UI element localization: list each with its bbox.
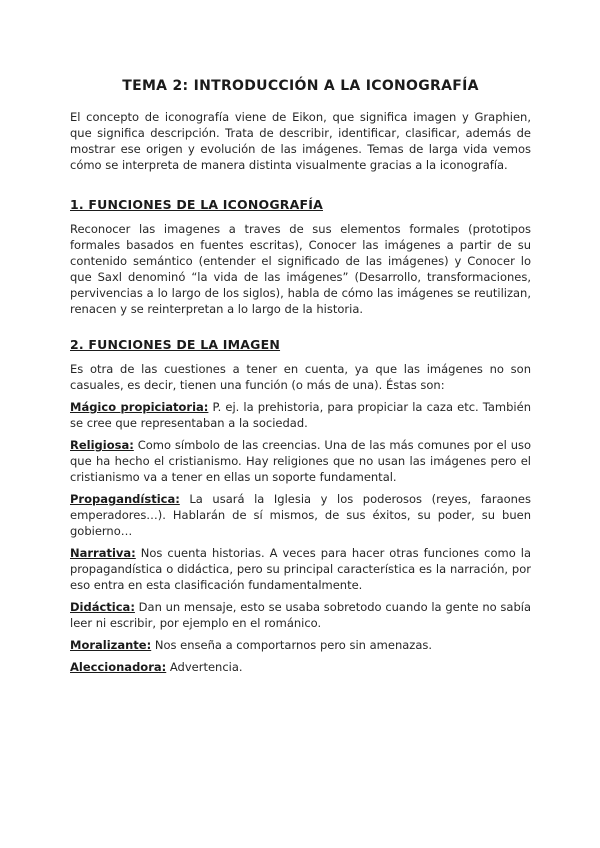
function-text: Como símbolo de las creencias. Una de las más comunes por el uso que ha hecho el cristianismo. Hay religiones que no usan las imágenes pero el cristianismo va a tener en ellas un soporte fundamental. (70, 438, 532, 484)
function-term: Didáctica: (70, 600, 135, 614)
function-item-propagandistica (70, 491, 531, 539)
function-text: Nos enseña a comportarnos pero sin amenazas. (154, 638, 433, 652)
function-term: Aleccionadora: (70, 660, 167, 674)
function-item-moralizante (70, 637, 531, 653)
function-item-religiosa (70, 437, 531, 485)
function-term: Propagandística: (70, 492, 180, 506)
function-term: Moralizante: (70, 638, 152, 652)
section-2-heading: 2. FUNCIONES DE LA IMAGEN (70, 337, 281, 352)
function-item-narrativa (70, 545, 531, 593)
section-2-intro: Es otra de las cuestiones a tener en cuenta, ya que las imágenes no son casuales, es decir, tienen una función (o más de una). Éstas son: (70, 362, 531, 392)
function-item-didactica (70, 599, 531, 631)
function-text: La usará la Iglesia y los poderosos (reyes, faraones emperadores…). Hablarán de sí mismos, de sus éxitos, su poder, su buen gobierno… (70, 492, 532, 538)
function-text: Dan un mensaje, esto se usaba sobretodo cuando la gente no sabía leer ni escribir, por ejemplo en el románico. (70, 600, 531, 630)
function-text: P. ej. la prehistoria, para propiciar la caza etc. También se cree que representaban a la sociedad. (70, 400, 531, 430)
function-term: Religiosa: (70, 438, 134, 452)
function-text: Nos cuenta historias. A veces para hacer otras funciones como la propagandística o didáctica, pero su principal característica es la narración, por eso entra en esta clasificación fundamentalmente. (70, 546, 531, 592)
function-text: Advertencia. (169, 660, 243, 674)
function-term: Narrativa: (70, 546, 136, 560)
function-term: Mágico propiciatoria: (70, 400, 209, 414)
page-title: TEMA 2: INTRODUCCIÓN A LA ICONOGRAFÍA (122, 78, 479, 94)
function-item-magico (70, 399, 531, 431)
intro-paragraph: El concepto de iconografía viene de Eikon, que significa imagen y Graphien, que significa descripción. Trata de describir, identificar, clasificar, además de mostrar ese origen y evolución de las imágenes. Temas de larga vida vemos cómo se interpreta de manera distinta visualmente gracias a la iconografía. (70, 110, 531, 172)
section-1-heading: 1. FUNCIONES DE LA ICONOGRAFÍA (70, 197, 323, 212)
function-item-aleccionadora (70, 659, 531, 675)
section-1-body: Reconocer las imagenes a traves de sus elementos formales (prototipos formales basados en fuentes escritas), Conocer las imágenes a partir de su contenido semántico (entender el significado de las imágenes) y Conocer lo que Saxl denominó “la vida de las imágenes” (Desarrollo, transformaciones, pervivencias a lo largo de los siglos), habla de cómo las imágenes se reutilizan, renacen y se reinterpretan a lo largo de la historia. (70, 222, 531, 316)
